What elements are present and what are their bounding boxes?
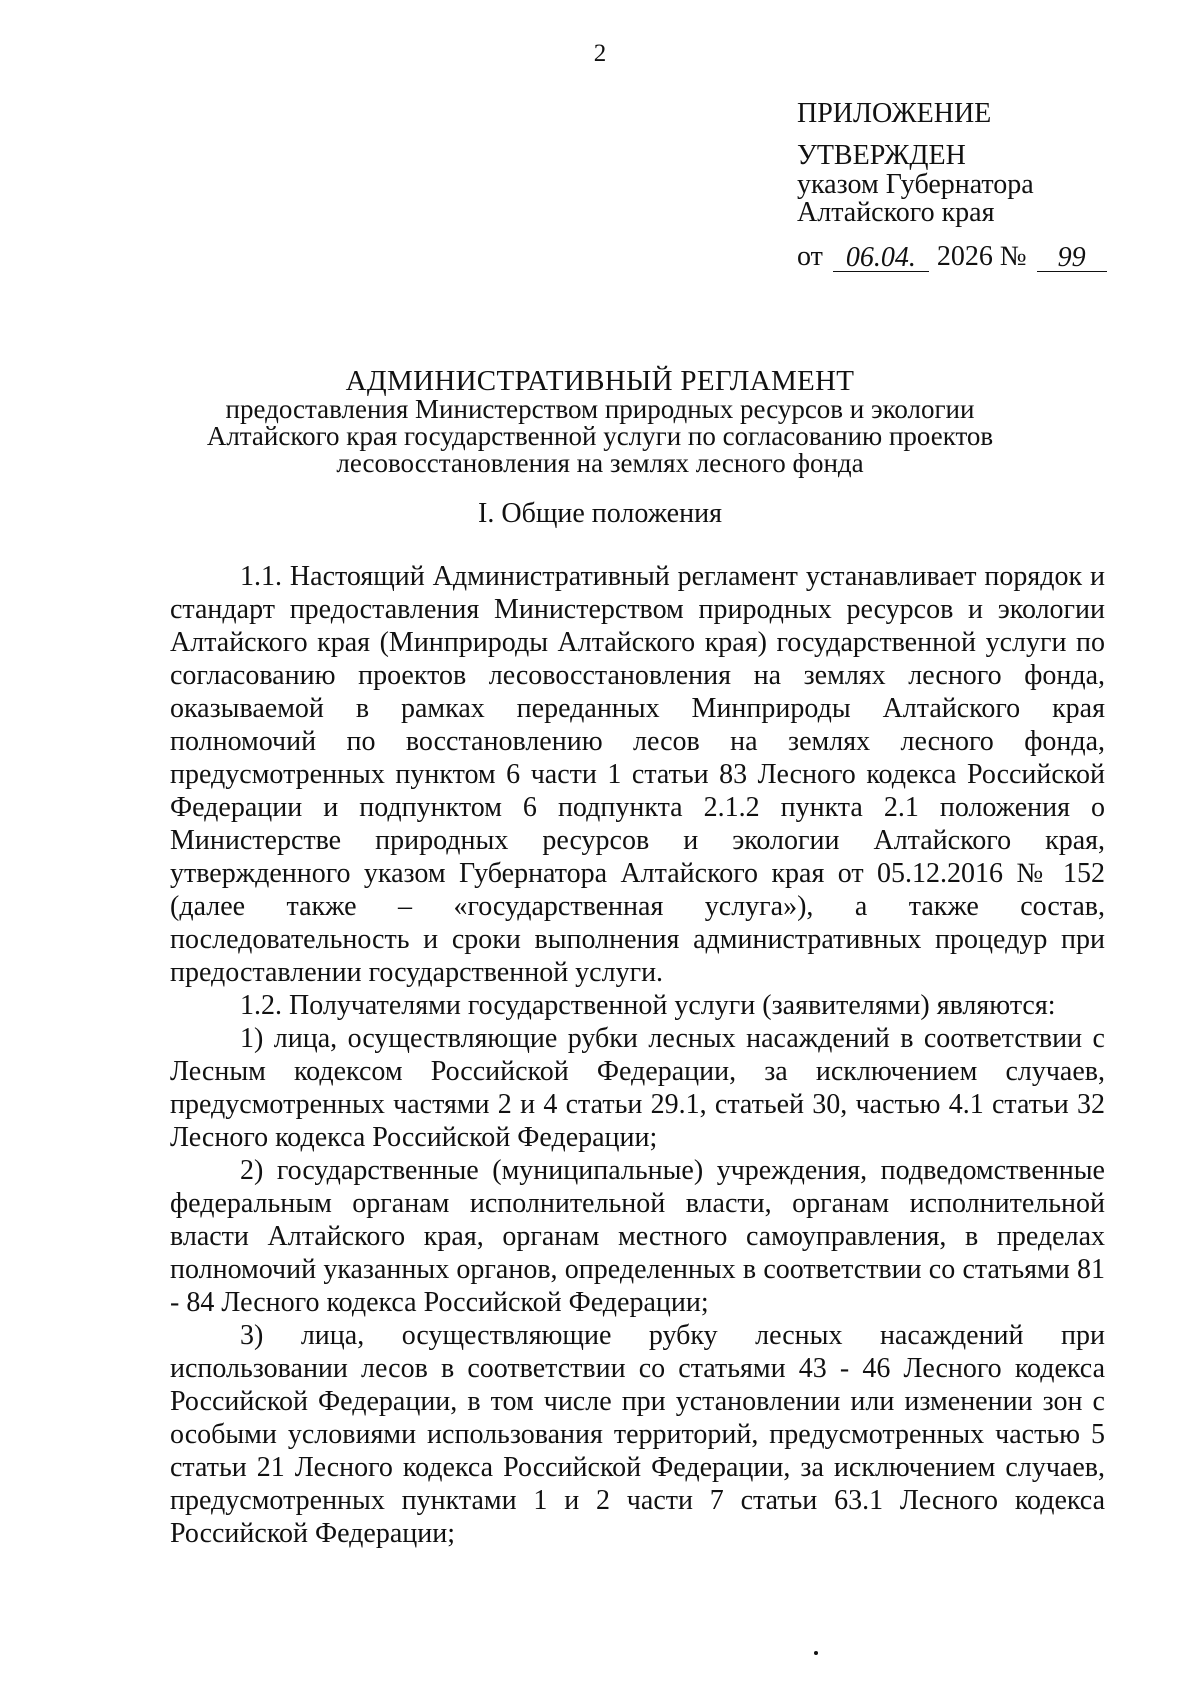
appendix-label: ПРИЛОЖЕНИЕ <box>797 98 992 129</box>
decree-region: Алтайского края <box>797 197 995 228</box>
approved-label: УТВЕРЖДЕН <box>797 140 966 171</box>
document-title-block <box>0 366 1200 477</box>
paragraph-1-2: 1.2. Получателями государственной услуги (заявителями) являются: <box>240 990 1056 1021</box>
decree-year-label: 2026 № <box>936 241 1027 272</box>
document-title: АДМИНИСТРАТИВНЫЙ РЕГЛАМЕНТ <box>345 365 855 397</box>
document-subtitle-line-2: Алтайского края государственной услуги по согласованию проектов <box>206 421 994 451</box>
document-body <box>170 560 1105 1550</box>
decree-issuer: указом Губернатора <box>797 169 1034 200</box>
decree-number-field: 99 <box>1037 245 1107 272</box>
document-subtitle-line-3: лесовосстановления на землях лесного фонда <box>336 448 864 478</box>
page-number: 2 <box>593 40 607 67</box>
section-heading: I. Общие положения <box>478 498 722 529</box>
list-item-3: 3) лица, осуществляющие рубку лесных насаждений при использовании лесов в соответствии со статьями 43 - 46 Лесного кодекса Российской Федерации, в том числе при установлении или изменении зон с особыми условиями использования территорий, предусмотренных частью 5 статьи 21 Лесного кодекса Российской Федерации, за исключением случаев, предусмотренных пунктами 1 и 2 части 7 статьи 63.1 Лесного кодекса Российской Федерации; <box>170 1320 1105 1549</box>
document-subtitle-line-1: предоставления Министерством природных ресурсов и экологии <box>225 394 975 424</box>
scan-speck <box>814 1651 818 1655</box>
decree-date-line <box>797 241 1107 272</box>
list-item-2: 2) государственные (муниципальные) учреждения, подведомственные федеральным органам исполнительной власти, органам исполнительной власти Алтайского края, органам местного самоуправления, в пределах полномочий указанных органов, определенных в соответствии со статьями 81 - 84 Лесного кодекса Российской Федерации; <box>170 1155 1105 1318</box>
list-item-1: 1) лица, осуществляющие рубки лесных насаждений в соответствии с Лесным кодексом Российской Федерации, за исключением случаев, предусмотренных частями 2 и 4 статьи 29.1, статьей 30, частью 4.1 статьи 32 Лесного кодекса Российской Федерации; <box>170 1023 1105 1153</box>
decree-date-field: 06.04. <box>833 245 929 272</box>
date-prefix: от <box>797 241 823 272</box>
approval-stamp <box>797 98 1107 272</box>
paragraph-1-1: 1.1. Настоящий Административный регламент устанавливает порядок и стандарт предоставления Министерством природных ресурсов и экологии Алтайского края (Минприроды Алтайского края) государственной услуги по согласованию проектов лесовосстановления на землях лесного фонда, оказываемой в рамках переданных Минприроды Алтайского края полномочий по восстановлению лесов на землях лесного фонда, предусмотренных пунктом 6 части 1 статьи 83 Лесного кодекса Российской Федерации и подпунктом 6 подпункта 2.1.2 пункта 2.1 положения о Министерстве природных ресурсов и экологии Алтайского края, утвержденного указом Губернатора Алтайского края от 05.12.2016 № 152 (далее также – «государственная услуга»), а также состав, последовательность и сроки выполнения административных процедур при предоставлении государственной услуги. <box>170 561 1105 988</box>
